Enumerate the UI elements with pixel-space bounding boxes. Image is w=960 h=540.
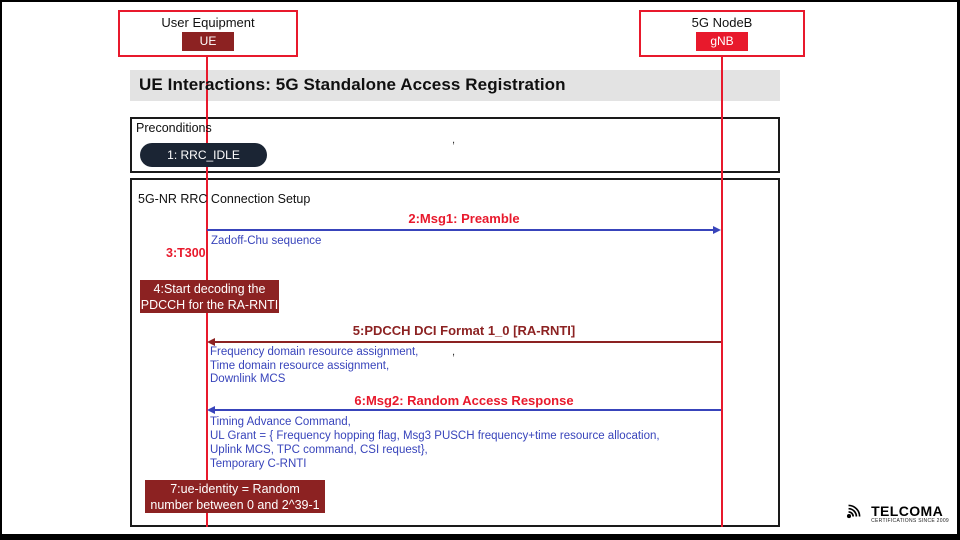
message-5-arrowhead [207,338,215,346]
actor-ue [118,10,298,57]
actor-ue-badge: UE [182,32,234,51]
gnb-lifeline [721,57,723,527]
message-6-arrow [214,409,721,411]
timer-t300: 3:T300 [166,246,206,260]
actor-gnb-badge: gNB [696,32,748,51]
message-2-label: 2:Msg1: Preamble [408,211,520,226]
rrc-setup-label: 5G-NR RRC Connection Setup [138,192,311,206]
logo-tagline: CERTIFICATIONS SINCE 2009 [871,517,949,524]
preconditions-label: Preconditions [136,121,212,135]
action-box-4-line1: 4:Start decoding the [153,281,266,296]
broadcast-icon [843,499,867,528]
message-5-note-2: Time domain resource assignment, [210,360,390,372]
actor-ue-title: User Equipment [161,15,255,30]
diagram-title: UE Interactions: 5G Standalone Access Registration [139,75,566,94]
message-2-note: Zadoff-Chu sequence [211,235,322,247]
message-2-arrow [207,229,715,231]
message-6-note-2: UL Grant = { Frequency hopping flag, Msg3 PUSCH frequency+time resource allocation, [210,430,660,442]
message-6-arrowhead [207,406,215,414]
stray-comma: , [452,134,456,146]
message-6-note-4: Temporary C-RNTI [210,458,307,470]
logo-name: TELCOMA [871,502,944,519]
state-rrc-idle: 1: RRC_IDLE [140,143,267,167]
message-2-arrowhead [713,226,721,234]
actor-gnb-title: 5G NodeB [691,15,753,30]
telcoma-logo [843,499,949,528]
message-6-note-3: Uplink MCS, TPC command, CSI request}, [210,444,428,456]
action-box-4 [140,280,279,313]
message-6-note-1: Timing Advance Command, [210,416,351,428]
stray-comma-2: , [452,346,456,358]
message-5-note-3: Downlink MCS [210,373,286,385]
action-box-4-line2: PDCCH for the RA-RNTI [140,297,279,312]
message-5-note-1: Frequency domain resource assignment, [210,346,419,358]
action-box-7-line1: 7:ue-identity = Random [170,481,300,496]
action-box-7 [145,480,325,513]
message-5-arrow [214,341,721,343]
message-6-label: 6:Msg2: Random Access Response [354,393,574,408]
action-box-7-line2: number between 0 and 2^39-1 [150,497,320,512]
message-5-label: 5:PDCCH DCI Format 1_0 [RA-RNTI] [352,323,576,338]
actor-gnb [639,10,805,57]
